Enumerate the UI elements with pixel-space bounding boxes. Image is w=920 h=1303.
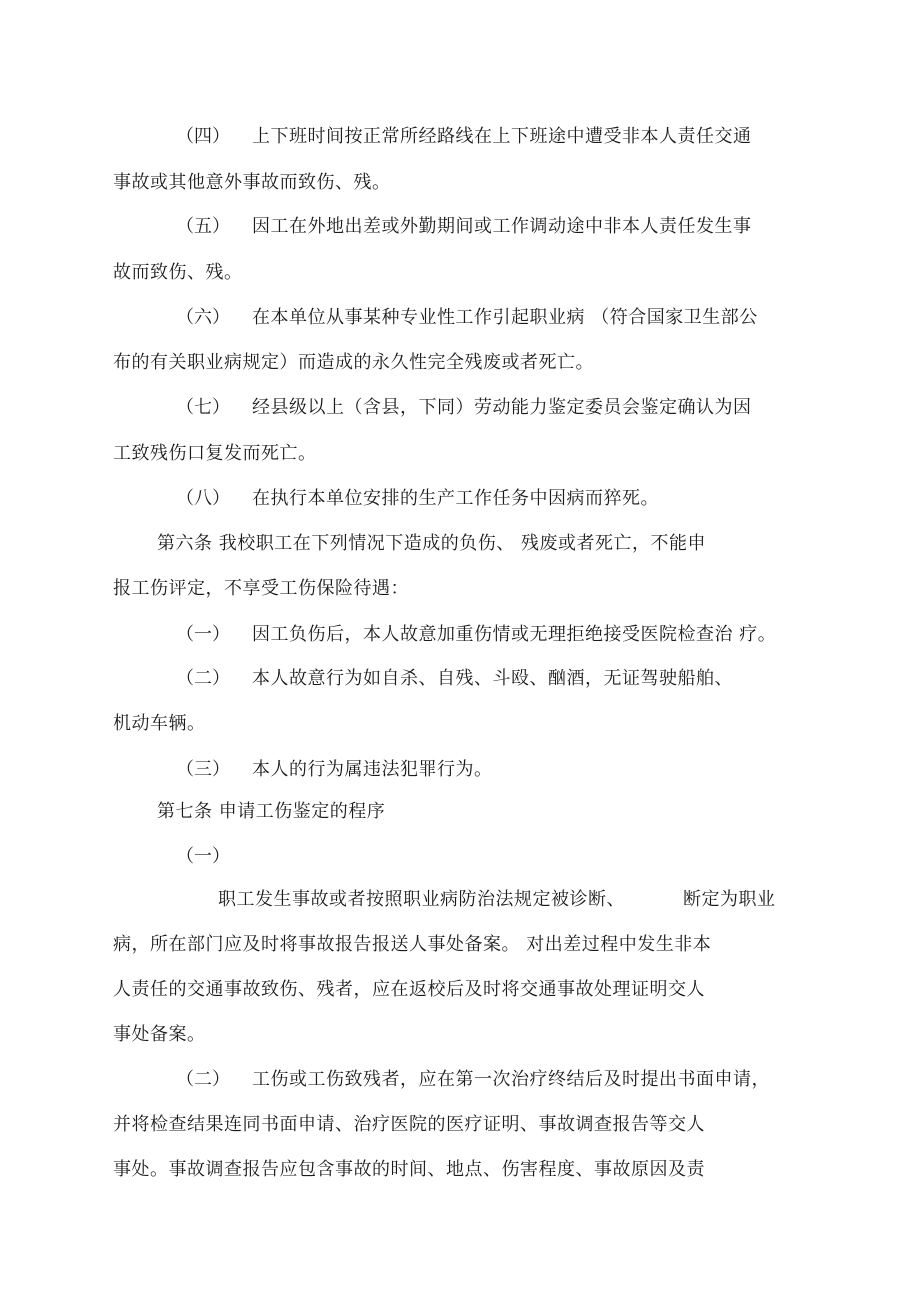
item-6-line-2: 布的有关职业病规定）而造成的永久性完全残废或者死亡。: [113, 352, 594, 373]
article-7-item-1-number: （一）: [176, 846, 230, 867]
article-7-item-1-line-4: 事处备案。: [113, 1024, 206, 1045]
article-7-item-1-line-1b: 断定为职业: [683, 889, 776, 910]
article-6-item-3-line-1: 本人的行为属违法犯罪行为。: [252, 759, 493, 780]
item-5-line-1: 因工在外地出差或外勤期间或工作调动途中非本人责任发生事: [252, 216, 752, 237]
item-6-line-1: 在本单位从事某种专业性工作引起职业病 （符合国家卫生部公: [252, 307, 758, 328]
article-6-item-2-number: （二）: [176, 668, 230, 689]
article-7-item-1-line-2: 病，所在部门应及时将事故报告报送人事处备案。 对出差过程中发生非本: [113, 934, 712, 955]
article-7-item-2-line-3: 事处。事故调查报告应包含事故的时间、地点、伤害程度、事故原因及责: [113, 1159, 705, 1180]
article-6-line-2: 报工伤评定，不享受工伤保险待遇：: [113, 578, 409, 599]
item-4-number: （四）: [176, 126, 230, 147]
article-7-item-2-line-1: 工伤或工伤致残者，应在第一次治疗终结后及时提出书面申请，: [252, 1069, 770, 1090]
article-6-item-1-number: （一）: [176, 624, 230, 645]
article-7-item-1-line-3: 人责任的交通事故致伤、残者，应在返校后及时将交通事故处理证明交人: [113, 979, 705, 1000]
article-7-line-1: 第七条 申请工伤鉴定的程序: [157, 801, 386, 822]
article-7-item-2-line-2: 并将检查结果连同书面申请、治疗医院的医疗证明、事故调查报告等交人: [113, 1114, 705, 1135]
item-7-line-1: 经县级以上（含县，下同）劳动能力鉴定委员会鉴定确认为因: [252, 397, 752, 418]
article-6-item-2-line-2: 机动车辆。: [113, 713, 206, 734]
article-6-item-1-line-1: 因工负伤后，本人故意加重伤情或无理拒绝接受医院检查治 疗。: [252, 624, 777, 645]
article-7-item-2-number: （二）: [176, 1069, 230, 1090]
item-8-line-1: 在执行本单位安排的生产工作任务中因病而猝死。: [252, 488, 659, 509]
article-7-item-1-line-1a: 职工发生事故或者按照职业病防治法规定被诊断、: [218, 889, 625, 910]
article-6-line-1: 第六条 我校职工在下列情况下造成的负伤、 残废或者死亡，不能申: [157, 533, 706, 554]
item-8-number: （八）: [176, 488, 230, 509]
item-5-line-2: 故而致伤、残。: [113, 262, 243, 283]
item-7-line-2: 工致残伤口复发而死亡。: [113, 443, 317, 464]
article-6-item-2-line-1: 本人故意行为如自杀、自残、斗殴、酗酒，无证驾驶船舶、: [252, 668, 733, 689]
item-4-line-1: 上下班时间按正常所经路线在上下班途中遭受非本人责任交通: [252, 126, 752, 147]
item-6-number: （六）: [176, 307, 230, 328]
item-4-line-2: 事故或其他意外事故而致伤、残。: [113, 172, 391, 193]
article-6-item-3-number: （三）: [176, 759, 230, 780]
item-7-number: （七）: [176, 397, 230, 418]
item-5-number: （五）: [176, 216, 230, 237]
